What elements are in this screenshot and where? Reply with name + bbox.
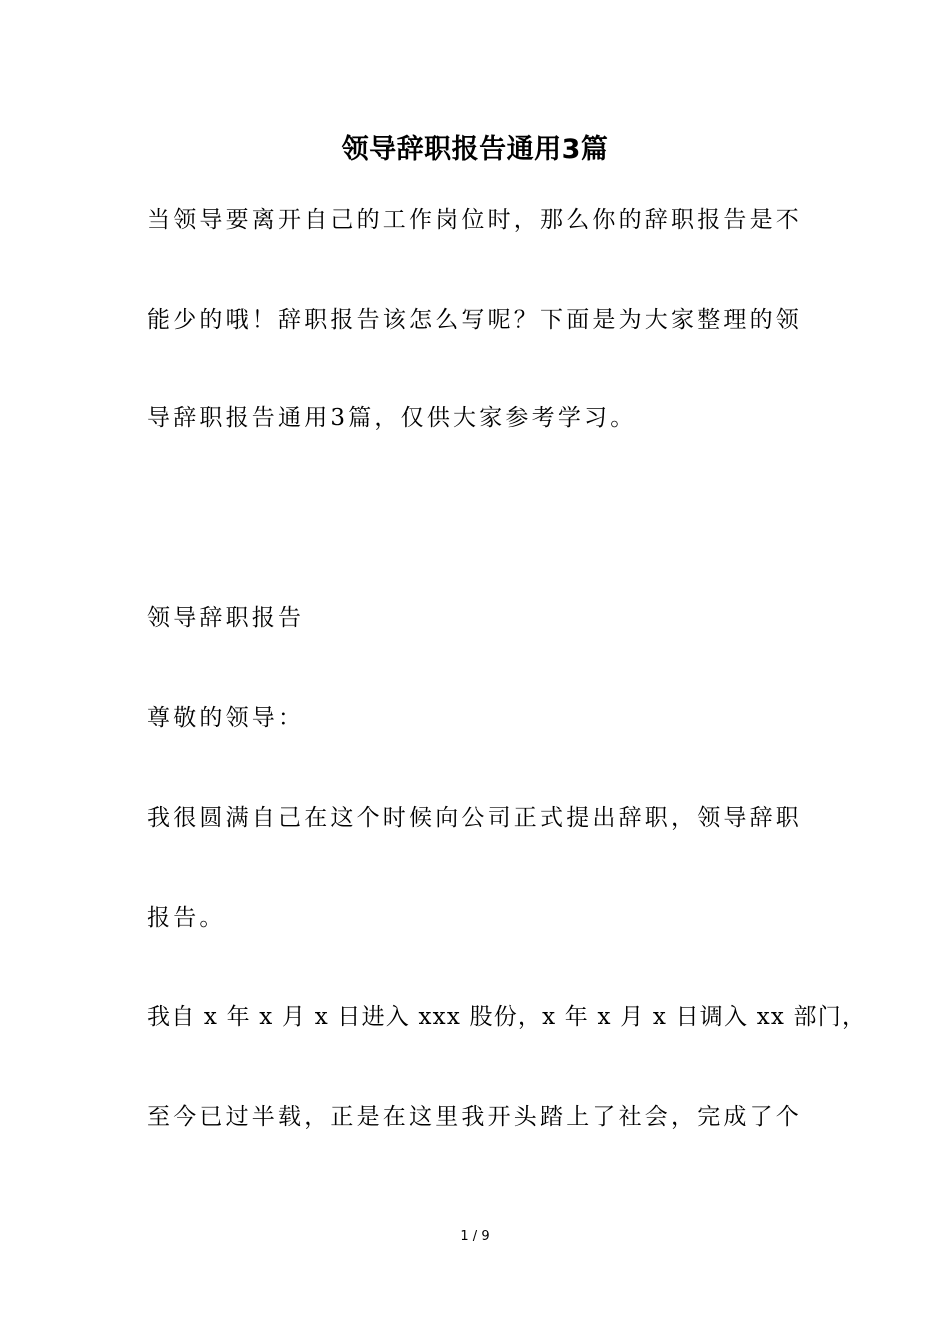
body-line-3: 我自 x 年 x 月 x 日进入 xxx 股份，x 年 x 月 x 日调入 xx 部门， xyxy=(147,1004,867,1030)
intro-line-3: 导辞职报告通用3篇，仅供大家参考学习。 xyxy=(147,405,637,431)
body-line-1: 我很圆满自己在这个时候向公司正式提出辞职，领导辞职 xyxy=(147,805,802,831)
intro-line-1: 当领导要离开自己的工作岗位时，那么你的辞职报告是不 xyxy=(147,207,802,233)
salutation: 尊敬的领导： xyxy=(147,705,305,731)
page-number: 1 / 9 xyxy=(460,1229,490,1244)
intro-line-2: 能少的哦！辞职报告该怎么写呢？下面是为大家整理的领 xyxy=(147,307,802,333)
body-line-2: 报告。 xyxy=(147,905,226,931)
document-title: 领导辞职报告通用3篇 xyxy=(341,134,609,165)
section-heading: 领导辞职报告 xyxy=(147,605,305,631)
body-line-4: 至今已过半载，正是在这里我开头踏上了社会，完成了个 xyxy=(147,1104,802,1130)
